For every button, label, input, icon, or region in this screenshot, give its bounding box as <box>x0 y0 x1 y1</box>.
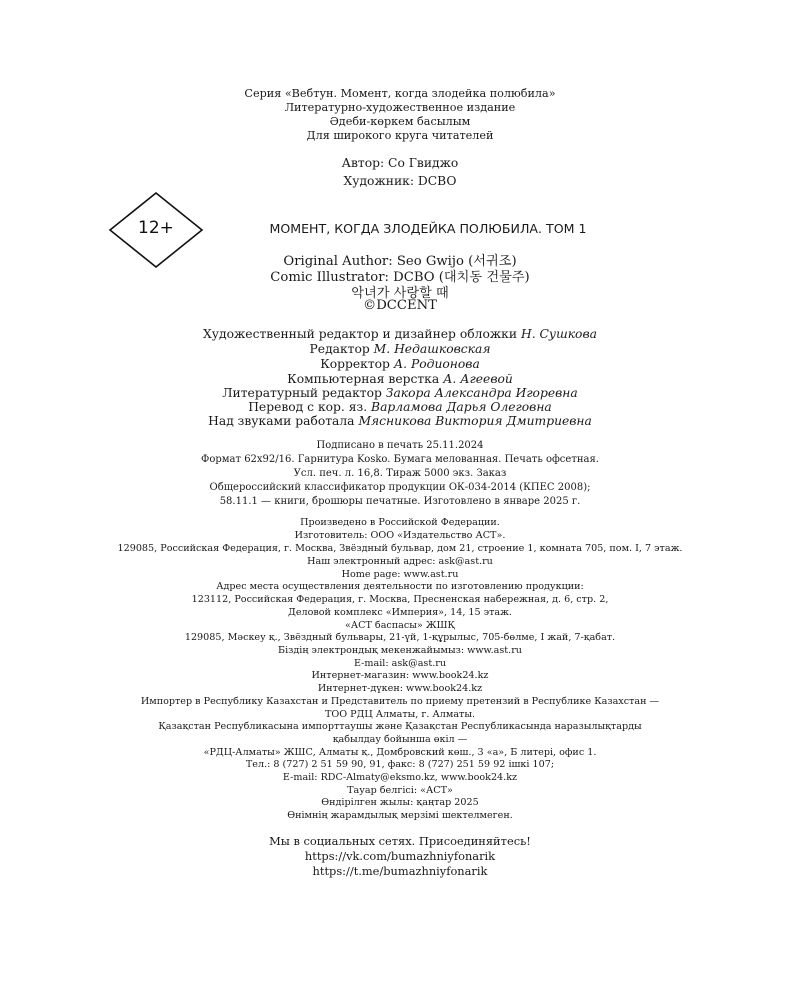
publisher-info-line: E-mail: ask@ast.ru <box>353 658 447 669</box>
copyright-line: ©DCCENT <box>363 298 437 313</box>
publisher-info-line: Home page: www.ast.ru <box>341 569 459 580</box>
staff-line <box>0 400 800 414</box>
print-info-line: Общероссийский классификатор продукции ОК-034-2014 (КПЕС 2008); <box>209 482 591 493</box>
print-info-line: Формат 62x92/16. Гарнитура Kosko. Бумага мелованная. Печать офсетная. <box>201 454 599 465</box>
staff-name: А. Агеевой <box>443 372 513 386</box>
publisher-info-line: Адрес места осуществления деятельности по изготовлению продукции: <box>216 581 584 592</box>
publisher-info-line: «АСТ баспасы» ЖШҚ <box>345 620 455 631</box>
staff-line <box>0 327 800 341</box>
original-illustrator-line: Comic Illustrator: DCBO (대치동 건물주) <box>270 270 530 285</box>
staff-role: Литературный редактор <box>222 386 382 400</box>
series-line: Серия «Вебтун. Момент, когда злодейка полюбила» <box>244 87 556 100</box>
publisher-info-line: «РДЦ-Алматы» ЖШС, Алматы қ., Домбровский көш., 3 «а», Б литері, офис 1. <box>203 747 597 758</box>
publisher-info-line: Наш электронный адрес: ask@ast.ru <box>307 556 493 567</box>
publisher-info-line: қабылдау бойынша өкіл — <box>332 734 468 745</box>
telegram-link[interactable]: https://t.me/bumazhniyfonarik <box>312 864 488 878</box>
author-line: Автор: Со Гвиджо <box>341 156 459 170</box>
staff-line <box>0 372 800 386</box>
publisher-info-line: 129085, Российская Федерация, г. Москва, Звёздный бульвар, дом 21, строение 1, комната 705, пом. I, 7 этаж. <box>117 543 683 554</box>
staff-line <box>0 414 800 428</box>
publisher-info-line: Деловой комплекс «Империя», 14, 15 этаж. <box>288 607 512 618</box>
staff-line <box>0 342 800 356</box>
staff-role: Над звуками работала <box>208 414 355 428</box>
staff-name: А. Родионова <box>393 357 480 371</box>
publisher-info-line: Тауар белгісі: «АСТ» <box>347 785 453 796</box>
publisher-info-line: Изготовитель: ООО «Издательство АСТ». <box>294 530 506 541</box>
publisher-info-line: 129085, Мәскеу қ., Звёздный бульвары, 21-үй, 1-құрылыс, 705-бөлме, I жай, 7-қабат. <box>184 632 616 643</box>
publisher-info-line: Тел.: 8 (727) 2 51 59 90, 91, факс: 8 (727) 251 59 92 ішкі 107; <box>245 759 555 770</box>
audience-line: Для широкого круга читателей <box>306 129 494 142</box>
edition-kz-line: Әдеби-көркем басылым <box>329 115 471 128</box>
korean-title-line: 악녀가 사랑할 때 <box>351 286 449 301</box>
publisher-info-line: Интернет-магазин: www.book24.kz <box>311 670 489 681</box>
publisher-info-line: Өнімнің жарамдылық мерзімі шектелмеген. <box>287 810 513 821</box>
publisher-info-line: 123112, Российская Федерация, г. Москва, Пресненская набережная, д. 6, стр. 2, <box>191 594 609 605</box>
staff-name: Мясникова Виктория Дмитриевна <box>358 414 592 428</box>
publisher-info-line: Произведено в Российской Федерации. <box>300 517 500 528</box>
staff-role: Корректор <box>320 357 390 371</box>
print-info-line: Усл. печ. л. 16,8. Тираж 5000 экз. Заказ <box>293 468 507 479</box>
staff-role: Художественный редактор и дизайнер обложки <box>203 327 518 341</box>
publisher-info-line: Біздің электрондық мекенжайымыз: www.ast.ru <box>278 645 522 656</box>
staff-role: Перевод с кор. яз. <box>248 400 368 414</box>
staff-name: Закора Александра Игоревна <box>385 386 578 400</box>
publisher-info-line: E-mail: RDC-Almaty@eksmo.kz, www.book24.kz <box>282 772 518 783</box>
edition-ru-line: Литературно-художественное издание <box>284 101 516 114</box>
social-heading: Мы в социальных сетях. Присоединяйтесь! <box>269 834 531 848</box>
staff-line <box>0 357 800 371</box>
publisher-info-line: Импортер в Республику Казахстан и Представитель по приему претензий в Республике Казахстан — <box>140 696 660 707</box>
publisher-info-line: Өндірілген жылы: қаңтар 2025 <box>321 797 479 808</box>
original-author-line: Original Author: Seo Gwijo (서귀조) <box>283 254 517 269</box>
staff-role: Редактор <box>309 342 370 356</box>
vk-link[interactable]: https://vk.com/bumazhniyfonarik <box>304 849 496 863</box>
book-title: МОМЕНТ, КОГДА ЗЛОДЕЙКА ПОЛЮБИЛА. ТОМ 1 <box>269 221 587 236</box>
publisher-info-line: ТОО РДЦ Алматы, г. Алматы. <box>324 709 476 720</box>
staff-name: Варламова Дарья Олеговна <box>371 400 552 414</box>
staff-line <box>0 386 800 400</box>
staff-name: Н. Сушкова <box>520 327 597 341</box>
staff-name: М. Недашковская <box>373 342 491 356</box>
age-rating-label: 12+ <box>138 218 174 238</box>
print-info-line: 58.11.1 — книги, брошюры печатные. Изготовлено в январе 2025 г. <box>219 496 581 507</box>
publisher-info-line: Интернет-дүкен: www.book24.kz <box>317 683 483 694</box>
staff-role: Компьютерная верстка <box>287 372 440 386</box>
print-info-line: Подписано в печать 25.11.2024 <box>316 440 484 451</box>
publisher-info-line: Қазақстан Республикасына импорттаушы және Қазақстан Республикасында наразылықтарды <box>158 721 642 732</box>
artist-line: Художник: DCBO <box>343 174 457 188</box>
